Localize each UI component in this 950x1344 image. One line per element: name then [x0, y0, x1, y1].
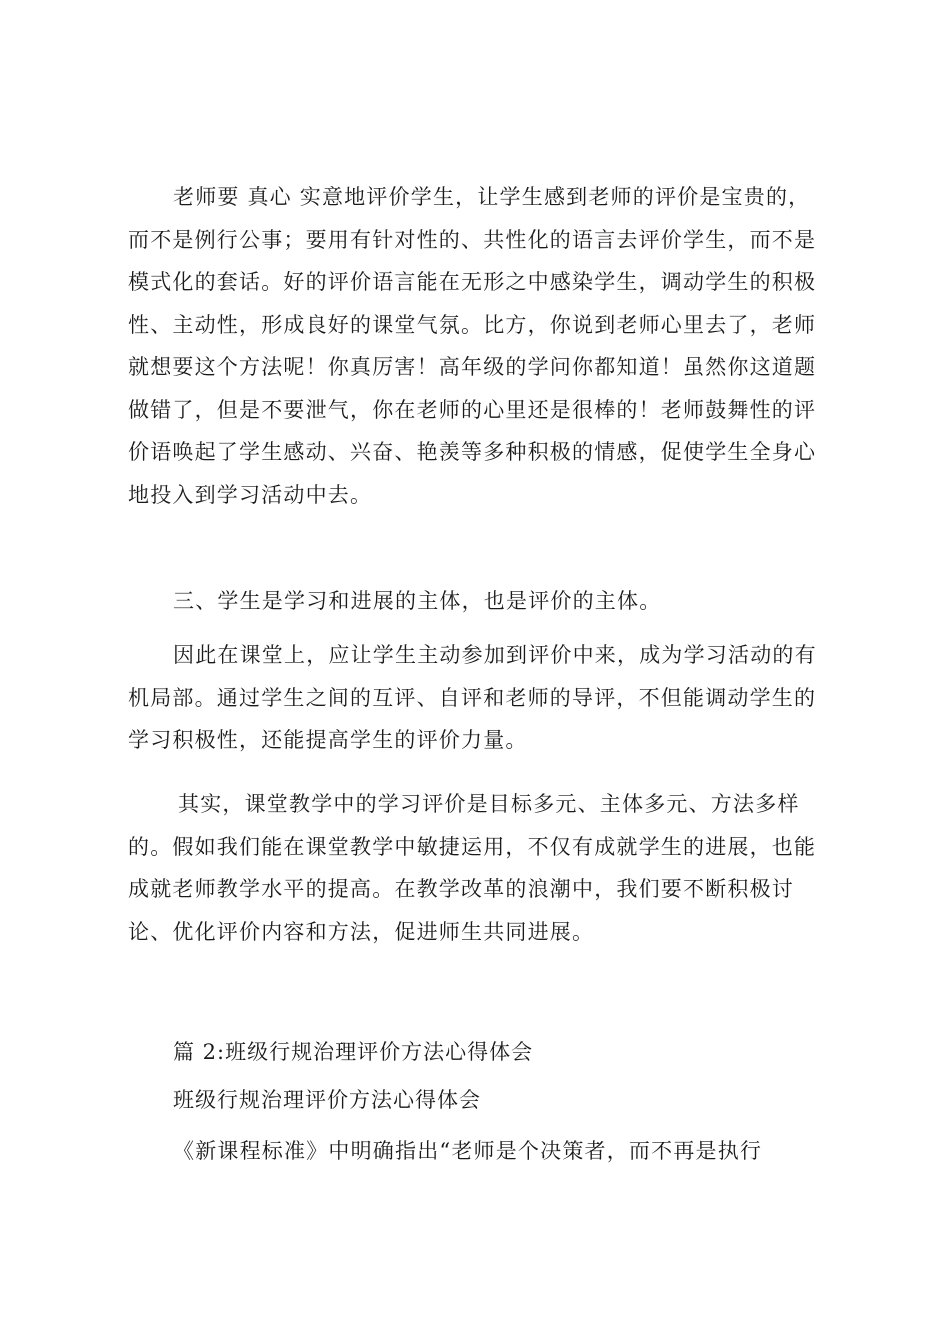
section-title: 班级行规治理评价方法心得体会	[173, 1088, 481, 1112]
paragraph-student-participation	[128, 634, 833, 762]
paragraph-line: 而不是例行公事；要用有针对性的、共性化的语言去评价学生，而不是	[128, 227, 817, 252]
paragraph-line: 论、优化评价内容和方法，促进师生共同进展。	[128, 919, 595, 944]
paragraph-line: 价语唤起了学生感动、兴奋、艳羡等多种积极的情感，促使学生全身心	[128, 440, 817, 464]
paragraph-line: 老师要 真心 实意地评价学生，让学生感到老师的评价是宝贵的，	[173, 185, 811, 209]
paragraph-line: 《新课程标准》中明确指出“老师是个决策者，而不再是执行	[173, 1139, 763, 1163]
paragraph-line: 做错了，但是不要泄气，你在老师的心里还是很棒的！老师鼓舞性的评	[128, 397, 817, 422]
paragraph-line: 模式化的套话。好的评价语言能在无形之中感染学生，调动学生的积极	[128, 270, 817, 294]
paragraph-line: 三、学生是学习和进展的主体，也是评价的主体。	[173, 589, 662, 613]
paragraph-conclusion	[128, 783, 833, 953]
section-heading: 篇 2:班级行规治理评价方法心得体会	[173, 1040, 534, 1064]
paragraph-evaluation-language	[128, 176, 833, 516]
paragraph-new-curriculum	[128, 1130, 833, 1173]
paragraph-line: 成就老师教学水平的提高。在教学改革的浪潮中，我们要不断积极讨	[128, 877, 794, 901]
paragraph-line: 性、主动性，形成良好的课堂气氛。比方，你说到老师心里去了，老师	[128, 312, 817, 337]
paragraph-point-three	[128, 580, 833, 623]
paragraph-line: 地投入到学习活动中去。	[128, 482, 373, 507]
paragraph-line: 其实，课堂教学中的学习评价是目标多元、主体多元、方法多样	[178, 792, 800, 816]
paragraph-line: 就想要这个方法呢！你真厉害！高年级的学问你都知道！虽然你这道题	[128, 355, 817, 379]
paragraph-line: 的。假如我们能在课堂教学中敏捷运用，不仅有成就学生的进展，也能	[128, 834, 817, 859]
paragraph-line: 学习积极性，还能提高学生的评价力量。	[128, 728, 528, 752]
paragraph-line: 机局部。通过学生之间的互评、自评和老师的导评，不但能调动学生的	[128, 685, 817, 710]
paragraph-line: 因此在课堂上，应让学生主动参加到评价中来，成为学习活动的有	[173, 643, 817, 667]
